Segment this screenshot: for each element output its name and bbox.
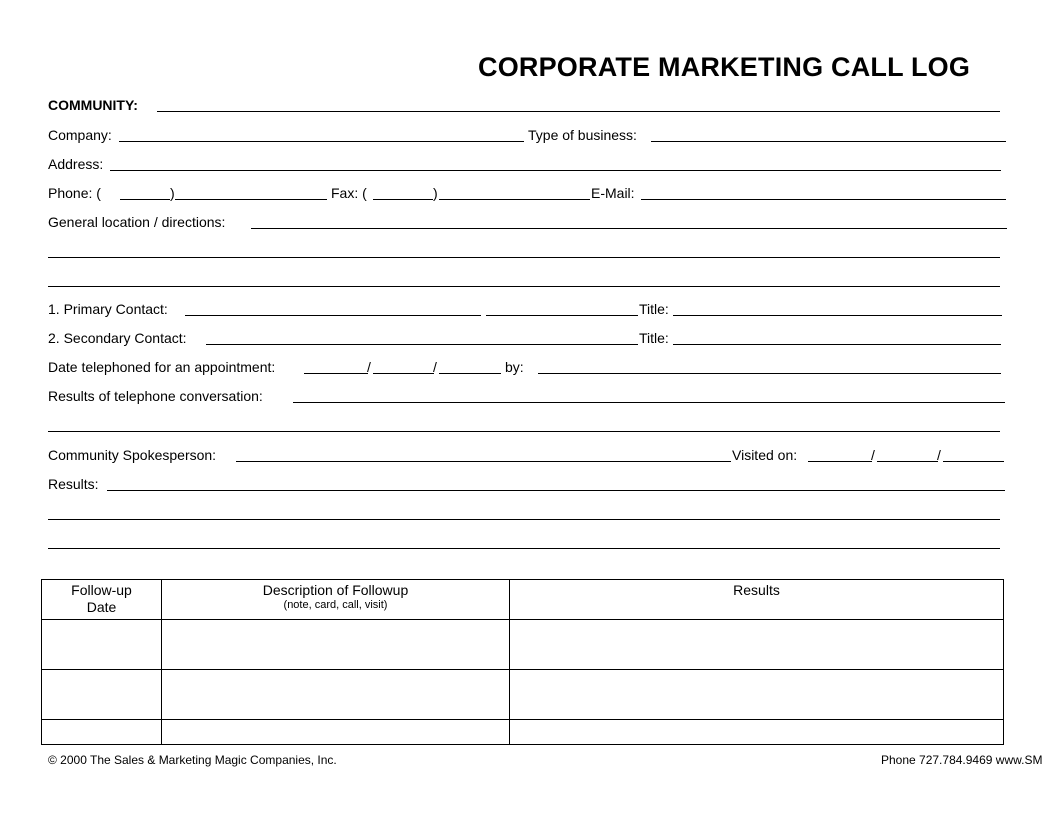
results-cell[interactable] [510,720,1004,745]
followup-date-cell[interactable] [42,620,162,670]
secondary-contact-line[interactable] [206,344,638,345]
followup-date-header [42,580,162,620]
footer-phone: Phone 727.784.9469 www.SM [881,753,1043,767]
secondary-contact-label: 2. Secondary Contact: [48,330,187,346]
description-cell[interactable] [162,620,510,670]
secondary-title-label: Title: [639,330,669,346]
fax-area-line[interactable] [373,199,433,200]
followup-date-cell[interactable] [42,720,162,745]
description-header-label: Description of Followup [262,582,409,598]
visited-on-month-line[interactable] [808,461,872,462]
table-row [42,720,1004,745]
phone-number-line[interactable] [175,199,327,200]
general-location-line-2[interactable] [48,257,1000,258]
general-location-label: General location / directions: [48,214,226,230]
by-line[interactable] [538,373,1001,374]
results-line-2[interactable] [48,519,1000,520]
address-line[interactable] [110,170,1001,171]
address-label: Address: [48,156,104,172]
followup-date-header-label: Follow-up Date [71,582,132,615]
description-header-sub: (note, card, call, visit) [283,599,388,611]
results-label: Results: [48,476,99,492]
fax-close-paren: ) [433,185,438,201]
followup-table-header [42,580,1004,620]
primary-title-label: Title: [639,301,669,317]
phone-close-paren: ) [170,185,175,201]
company-label: Company: [48,127,112,143]
community-spokesperson-line[interactable] [236,461,731,462]
primary-contact-line-2[interactable] [486,315,638,316]
description-header [162,580,510,620]
primary-contact-label: 1. Primary Contact: [48,301,168,317]
date-telephoned-year-line[interactable] [439,373,501,374]
community-label: COMMUNITY: [48,97,138,113]
date-telephoned-label: Date telephoned for an appointment: [48,359,276,375]
date-telephoned-month-line[interactable] [304,373,368,374]
results-telephone-line-1[interactable] [293,402,1005,403]
page-title: CORPORATE MARKETING CALL LOG [478,52,971,82]
visited-on-label: Visited on: [732,447,798,463]
results-header [510,580,1004,620]
results-header-label: Results [733,582,780,598]
results-cell[interactable] [510,670,1004,720]
visited-slash-1: / [871,447,875,463]
date-slash-1: / [367,359,371,375]
general-location-line-1[interactable] [251,228,1007,229]
community-line[interactable] [157,111,1000,112]
results-cell[interactable] [510,620,1004,670]
visited-on-day-line[interactable] [877,461,938,462]
date-slash-2: / [433,359,437,375]
followup-table [41,579,1004,745]
visited-slash-2: / [937,447,941,463]
type-of-business-line[interactable] [651,141,1006,142]
secondary-title-line[interactable] [673,344,1001,345]
date-telephoned-day-line[interactable] [373,373,434,374]
followup-date-cell[interactable] [42,670,162,720]
results-telephone-label: Results of telephone conversation: [48,388,263,404]
general-location-line-3[interactable] [48,286,1000,287]
type-of-business-label: Type of business: [528,127,637,143]
primary-contact-line[interactable] [185,315,481,316]
fax-number-line[interactable] [439,199,590,200]
phone-label: Phone: ( [48,185,101,201]
email-label: E-Mail: [591,185,635,201]
table-row [42,620,1004,670]
phone-area-line[interactable] [120,199,170,200]
description-cell[interactable] [162,720,510,745]
footer-copyright: © 2000 The Sales & Marketing Magic Companies, Inc. [48,753,337,767]
table-row [42,670,1004,720]
email-line[interactable] [641,199,1006,200]
primary-title-line[interactable] [673,315,1002,316]
description-cell[interactable] [162,670,510,720]
results-line-1[interactable] [107,490,1005,491]
visited-on-year-line[interactable] [943,461,1004,462]
results-line-3[interactable] [48,548,1000,549]
community-spokesperson-label: Community Spokesperson: [48,447,217,463]
by-label: by: [505,359,524,375]
fax-label: Fax: ( [331,185,367,201]
company-line[interactable] [119,141,524,142]
results-telephone-line-2[interactable] [48,431,1000,432]
